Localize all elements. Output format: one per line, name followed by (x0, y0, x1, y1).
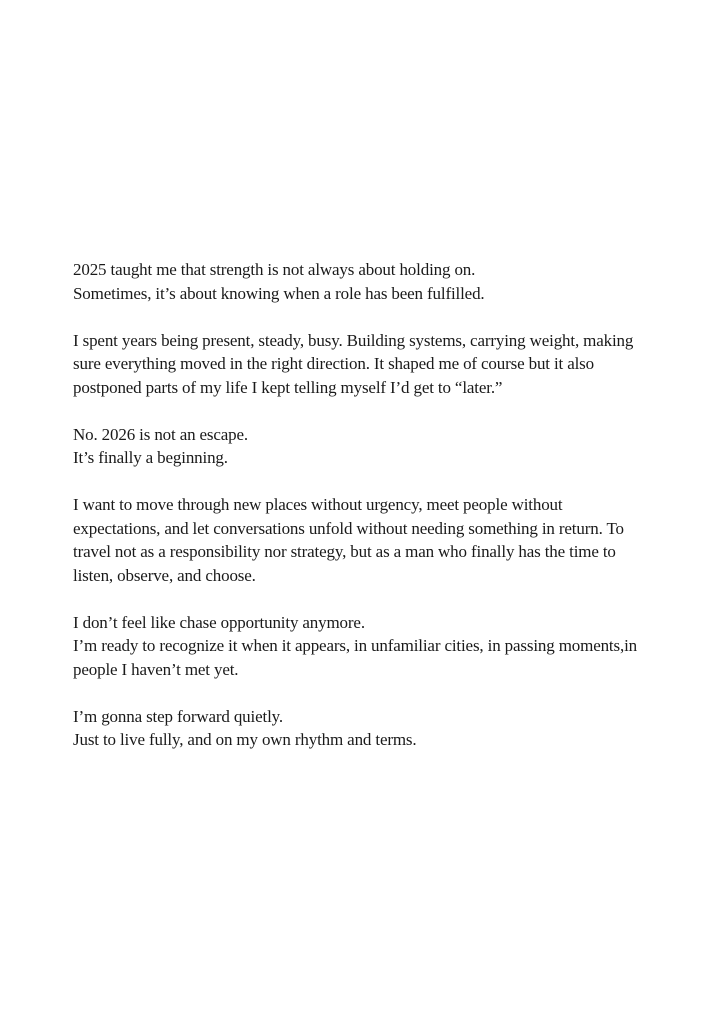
paragraph-4 (73, 493, 673, 587)
text-line: Sometimes, it’s about knowing when a role has been fulfilled. (73, 283, 485, 303)
text-line: sure everything moved in the right direction. It shaped me of course but it also (73, 354, 595, 373)
text-line: No. 2026 is not an escape. (73, 424, 249, 444)
text-line: postponed parts of my life I kept telling myself I’d get to “later.” (73, 377, 503, 397)
text-line: travel not as a responsibility nor strategy, but as a man who finally has the time to (73, 542, 616, 561)
text-line: I’m ready to recognize it when it appears, in unfamiliar cities, in passing moments,in (73, 636, 637, 655)
text-line: I want to move through new places without urgency, meet people without (73, 495, 563, 514)
paragraph-3 (73, 423, 673, 470)
paragraph-2 (73, 329, 673, 400)
text-line: expectations, and let conversations unfold without needing something in return. To (73, 518, 624, 538)
document-body (73, 258, 673, 775)
paragraph-6 (73, 705, 673, 752)
text-line: I spent years being present, steady, busy. Building systems, carrying weight, making (73, 330, 634, 350)
paragraph-1 (73, 258, 673, 305)
text-line: listen, observe, and choose. (73, 565, 256, 585)
text-line: Just to live fully, and on my own rhythm and terms. (73, 730, 417, 749)
text-line: people I haven’t met yet. (73, 659, 239, 679)
text-line: 2025 taught me that strength is not always about holding on. (73, 260, 476, 279)
text-line: It’s finally a beginning. (73, 448, 228, 467)
paragraph-5 (73, 611, 673, 682)
text-line: I don’t feel like chase opportunity anymore. (73, 612, 365, 632)
text-line: I’m gonna step forward quietly. (73, 706, 283, 726)
